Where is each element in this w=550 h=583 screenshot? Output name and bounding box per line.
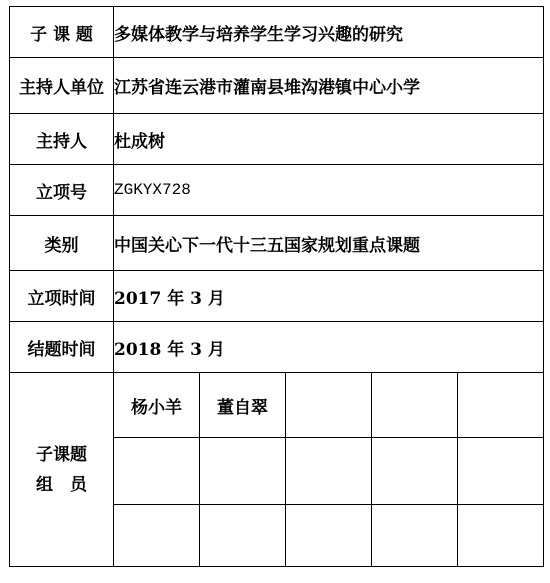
row-start-date (10, 271, 544, 322)
row-host-unit (10, 58, 544, 114)
host-unit-label: 主持人单位 (10, 58, 114, 114)
member-cell: 董自翠 (200, 373, 286, 438)
member-cell-empty (372, 438, 458, 505)
row-subtopic (10, 7, 544, 58)
category-label: 类别 (10, 216, 114, 271)
host-label: 主持人 (10, 114, 114, 165)
row-members-1 (10, 373, 544, 438)
subtopic-value: 多媒体教学与培养学生学习兴趣的研究 (114, 7, 544, 58)
member-cell-empty (114, 438, 200, 505)
start-date-value: 2017 年 3 月 (114, 271, 544, 322)
member-cell: 杨小羊 (114, 373, 200, 438)
project-number-value: ZGKYX728 (114, 165, 544, 216)
row-host (10, 114, 544, 165)
host-unit-value: 江苏省连云港市灌南县堆沟港镇中心小学 (114, 58, 544, 114)
member-cell-empty (200, 438, 286, 505)
row-project-number (10, 165, 544, 216)
member-cell-empty (114, 505, 200, 567)
member-cell (372, 373, 458, 438)
host-value: 杜成树 (114, 114, 544, 165)
members-label (10, 373, 114, 567)
member-cell-empty (286, 505, 372, 567)
member-cell-empty (458, 505, 544, 567)
project-number-label: 立项号 (10, 165, 114, 216)
member-cell (458, 373, 544, 438)
row-end-date (10, 322, 544, 373)
project-info-table (9, 6, 544, 567)
member-cell-empty (458, 438, 544, 505)
end-date-label: 结题时间 (10, 322, 114, 373)
start-date-label: 立项时间 (10, 271, 114, 322)
members-label-line1: 子课题 (36, 444, 87, 465)
member-cell-empty (372, 505, 458, 567)
category-value: 中国关心下一代十三五国家规划重点课题 (114, 216, 544, 271)
member-cell-empty (200, 505, 286, 567)
end-date-value: 2018 年 3 月 (114, 322, 544, 373)
member-cell-empty (286, 438, 372, 505)
member-cell (286, 373, 372, 438)
members-label-line2: 组 员 (36, 474, 87, 495)
subtopic-label: 子 课 题 (10, 7, 114, 58)
row-category (10, 216, 544, 271)
